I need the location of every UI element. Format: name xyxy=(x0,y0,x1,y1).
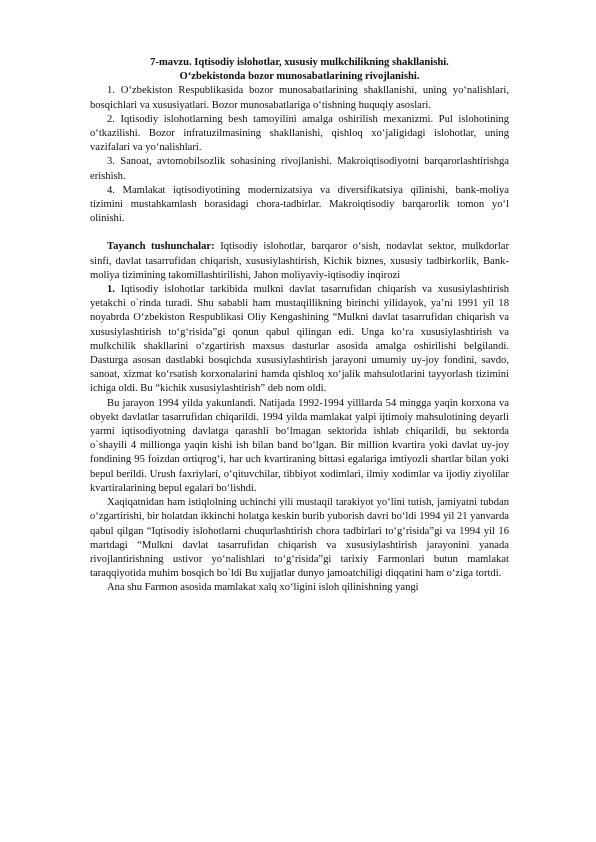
body-paragraph-1-text: Iqtisodiy islohotlar tarkibida mulkni davlat tasarrufidan chiqarish va xususiylashtirish yetakchi o`rinda turadi. Shu sababli ham mustaqillikning birinchi yilidayok, ya’ni 1991 yil 18 noyabrda O‘zbekiston Respublikasi Oliy Kengashining “Mulkni davlat tasarrufidan chiqarish va xususiylashtirish to‘g‘risida”gi qonun qabul qilingan edi. Unga ko‘ra xususiylashtirish va mulkchilik shakllarini o‘zgartirish maxsus dasturlar asosida amalga oshirilishi belgilandi. Dasturga asosan dastlabki bosqichda xususiylashtirish jarayoni umumiy uy-joy fondini, savdo, sanoat, xizmat ko‘rsatish korxonalarini hamda qishloq xo‘jalik mahsulotlarini tayyorlash tizimini ichiga oldi. Bu “kichik xususiylashtirish” deb nom oldi. xyxy=(90,284,509,395)
plan-item-2: 2. Iqtisodiy islohotlarning besh tamoyilini amalga oshirilish mexanizmi. Pul islohotining o‘tkazilishi. Bozor infratuzilmasining shakllanishi, qishloq xo‘jaligidagi islohotlar, uning vazifalari va yo‘nalishlari. xyxy=(90,113,509,154)
body-paragraph-1-number: 1. xyxy=(107,284,115,296)
plan-item-1: 1. O‘zbekiston Respublikasida bozor munosabatlarining shakllanishi, uning yo‘nalishlari, bosqichlari va xususiyatlari. Bozor munosabatlariga o‘tishning huquqiy asoslari. xyxy=(90,85,509,111)
key-concepts-label: Tayanch tushunchalar: xyxy=(107,241,215,253)
document-title-line-1: 7-mavzu. Iqtisodiy islohotlar, xususiy mulkchilikning shakllanishi. xyxy=(150,57,449,68)
plan-item-4: 4. Mamlakat iqtisodiyotining modernizatsiya va diversifikatsiya qilinishi, bank-moliya tizimini mustahkamlash borasidagi chora-tadbirlar. Makroiqtisodiy barqarorlik tomon yo‘l olinishi. xyxy=(90,184,509,225)
key-concepts-paragraph xyxy=(90,240,509,283)
body-paragraph-4: Ana shu Farmon asosida mamlakat xalq xo‘ligini isloh qilinishning yangi xyxy=(107,582,419,594)
key-concepts-text: Iqtisodiy islohotlar, barqaror o‘sish, nodavlat sektor, mulkdorlar sinfi, davlat tasarrufidan chiqarish, xususiylashtirish, Kichik biznes, xususiy tadbirkorlik, Bank-moliya tizimining takomillashtirilishi, Jahon moliyaviy-iqtisodiy inqirozi xyxy=(90,241,509,281)
body-paragraph-1 xyxy=(90,283,509,397)
body-paragraph-2: Bu jarayon 1994 yilda yakunlandi. Natijada 1992-1994 yilllarda 54 mingga yaqin korxona va obyekt davlatlar tasarrufidan chiqarildi. 1994 yilda mamlakat yalpi ijtimoiy mahsulotining deyarli yarmi iqtisodiyotning davlatga qarashli bo‘lmagan sektorida ishlab chiqarildi, bu sektorda o`shayili 4 millionga yaqin kishi ish bilan band bo‘lgan. Bir million kvartira yoki davlat uy-joy fondining 95 foizdan ortiqrog‘i, har uch kvartiraning bittasi egalariga imtiyozli shartlar bilan yoki bepul berildi. Urush faxriylari, o‘qituvchilar, tibbiyot xodimlari, ilmiy xodimlar va ijodiy ziyolilar kvartiralarining bepul egalari bo‘lishdi. xyxy=(90,397,509,494)
document-page xyxy=(90,56,509,596)
document-title-line-2: O‘zbekistonda bozor munosabatlarining rivojlanishi. xyxy=(179,71,420,83)
plan-item-3: 3. Sanoat, avtomobilsozlik sohasining rivojlanishi. Makroiqtisodiyotni barqarorlashtirishga erishish. xyxy=(90,156,509,182)
body-paragraph-3: Xaqiqatnidan ham istiqlolning uchinchi yili mustaqil tarakiyot yo‘lini tutish, jamiyatni tubdan o‘zgartirishi, bir holatdan ikkinchi holatga keskin burib yuborish davri bo‘ldi 1994 yil 21 yanvarda qabul qilgan “Iqtisodiy islohotlarni chuqurlashtirish chora tadbirlari to‘g‘risida”gi va 1994 yil 16 martdagi “Mulkni davlat tasarrufidan chiqarish va xususiylashtirish jarayonini yanada rivojlantirishning ustivor yo‘nalishlari to‘g‘risida”gi tarixiy Farmonlari butun mamlakat taraqqiyotida muhim bosqich bo`ldi Bu xujjatlar dunyo jamoatchiligi diqqatini ham o‘ziga tortdi. xyxy=(90,497,509,580)
